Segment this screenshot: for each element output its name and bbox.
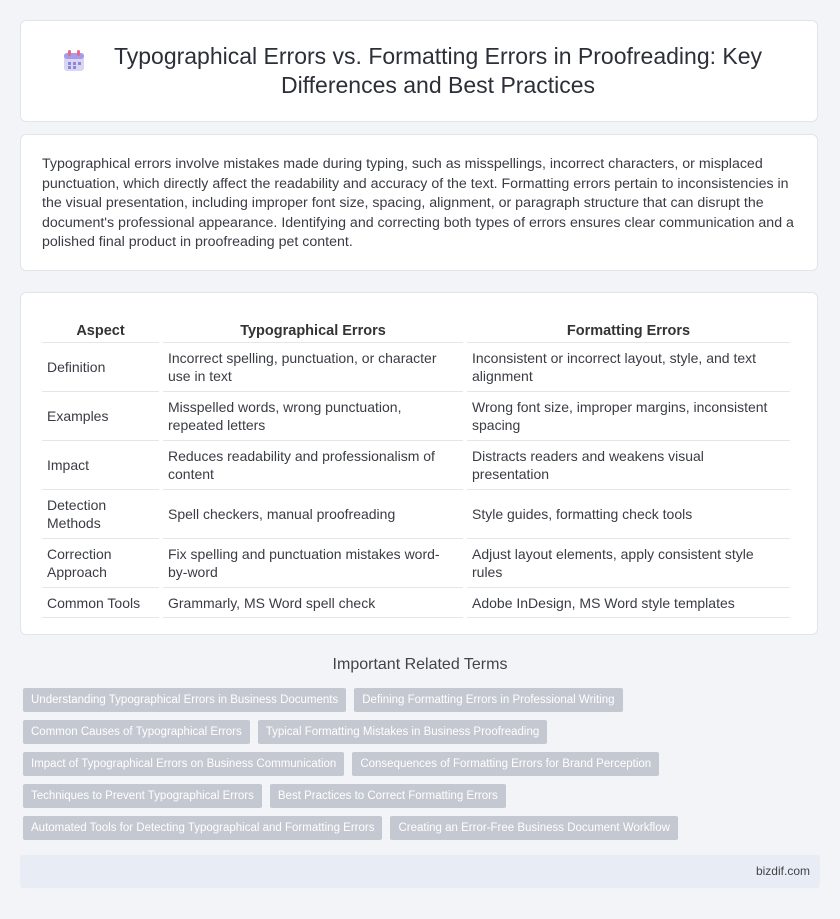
- intro-paragraph: Typographical errors involve mistakes made during typing, such as misspellings, incorrect characters, or misplaced punctuation, which directly affect the readability and accuracy of the text. Formatting errors pertain to inconsistencies in the visual presentation, including improper font size, spacing, alignment, or paragraph structure that can disrupt the document's professional appearance. Identifying and correcting both types of errors ensures clear communication and a polished final product in proofreading pet content.: [42, 156, 794, 250]
- table-cell: Style guides, formatting check tools: [467, 490, 790, 539]
- table-cell: Correction Approach: [42, 539, 159, 588]
- table-row: [42, 490, 790, 539]
- table-header-row: [42, 309, 790, 343]
- header-card: [20, 20, 818, 122]
- related-term-tag[interactable]: Creating an Error-Free Business Document Workflow: [390, 816, 677, 840]
- related-term-tag[interactable]: Typical Formatting Mistakes in Business Proofreading: [258, 720, 548, 744]
- footer-site-link[interactable]: bizdif.com: [755, 864, 810, 878]
- table-cell: Examples: [42, 392, 159, 441]
- related-term-tag[interactable]: Impact of Typographical Errors on Business Communication: [23, 752, 344, 776]
- table-cell: Distracts readers and weakens visual presentation: [467, 441, 790, 490]
- comparison-card: [20, 292, 818, 635]
- related-term-tag[interactable]: Best Practices to Correct Formatting Errors: [270, 784, 506, 808]
- table-row: [42, 392, 790, 441]
- table-row: [42, 588, 790, 618]
- table-cell: Adobe InDesign, MS Word style templates: [467, 588, 790, 618]
- table-cell: Reduces readability and professionalism of content: [163, 441, 463, 490]
- related-term-tag[interactable]: Automated Tools for Detecting Typographical and Formatting Errors: [23, 816, 382, 840]
- table-row: [42, 441, 790, 490]
- related-term-tag[interactable]: Consequences of Formatting Errors for Brand Perception: [352, 752, 659, 776]
- table-cell: Detection Methods: [42, 490, 159, 539]
- related-term-tag[interactable]: Defining Formatting Errors in Professional Writing: [354, 688, 622, 712]
- intro-card: [20, 134, 818, 271]
- header-aspect: Aspect: [42, 309, 159, 343]
- page-title: Typographical Errors vs. Formatting Errors in Proofreading: Key Differences and Best Practices: [113, 43, 763, 98]
- related-terms-list: [23, 688, 823, 848]
- table-cell: Definition: [42, 343, 159, 392]
- table-cell: Incorrect spelling, punctuation, or character use in text: [163, 343, 463, 392]
- related-term-tag[interactable]: Understanding Typographical Errors in Business Documents: [23, 688, 346, 712]
- table-row: [42, 343, 790, 392]
- table-cell: Adjust layout elements, apply consistent style rules: [467, 539, 790, 588]
- table-cell: Inconsistent or incorrect layout, style, and text alignment: [467, 343, 790, 392]
- table-row: [42, 539, 790, 588]
- table-cell: Fix spelling and punctuation mistakes word-by-word: [163, 539, 463, 588]
- related-terms-heading: Important Related Terms: [332, 656, 508, 673]
- table-cell: Impact: [42, 441, 159, 490]
- header-formatting: Formatting Errors: [467, 309, 790, 343]
- footer: [20, 855, 820, 888]
- table-cell: Wrong font size, improper margins, inconsistent spacing: [467, 392, 790, 441]
- related-term-tag[interactable]: Common Causes of Typographical Errors: [23, 720, 250, 744]
- calendar-icon: [61, 48, 87, 74]
- comparison-table: [38, 309, 794, 618]
- table-cell: Grammarly, MS Word spell check: [163, 588, 463, 618]
- related-term-tag[interactable]: Techniques to Prevent Typographical Errors: [23, 784, 262, 808]
- header-typographical: Typographical Errors: [163, 309, 463, 343]
- table-cell: Common Tools: [42, 588, 159, 618]
- table-cell: Spell checkers, manual proofreading: [163, 490, 463, 539]
- table-cell: Misspelled words, wrong punctuation, repeated letters: [163, 392, 463, 441]
